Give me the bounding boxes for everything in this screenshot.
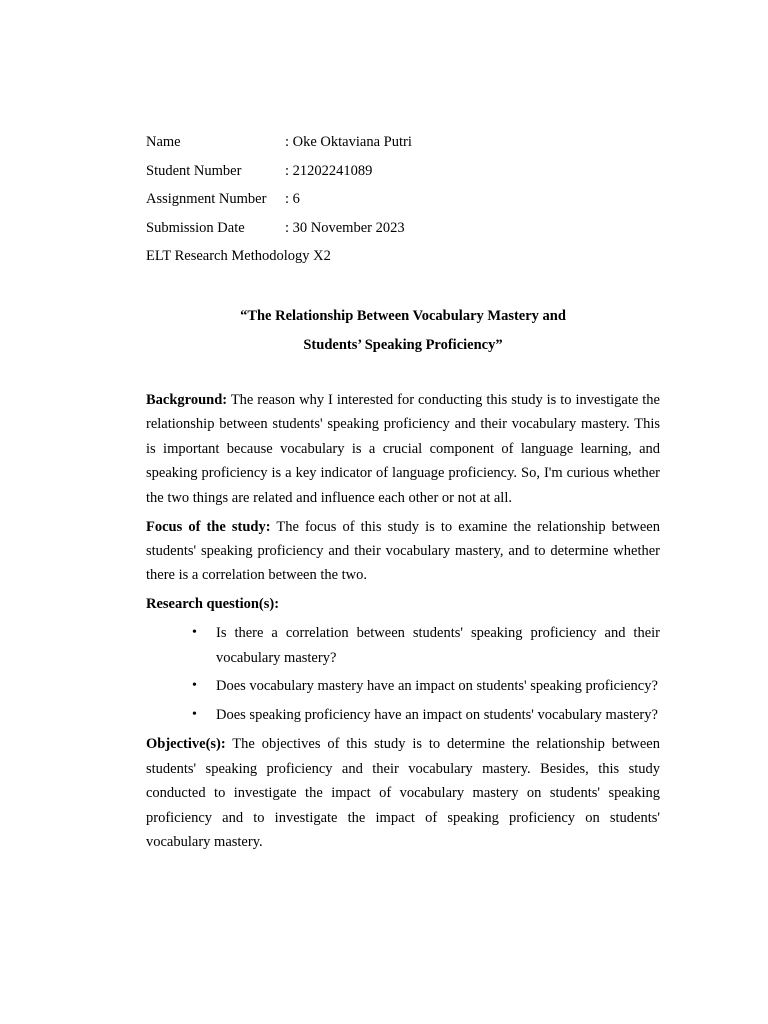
research-questions-list bbox=[146, 621, 660, 728]
focus-text: The focus of this study is to examine the relationship between students' speaking proficiency and their vocabulary mastery, and to determine whether there is a correlation between the two. bbox=[146, 518, 660, 584]
objectives-text: The objectives of this study is to determine the relationship between students' speaking proficiency and their vocabulary mastery. Besides, this study conducted to investigate the impact of vocabulary mastery on students' speaking proficiency and to investigate the impact of speaking proficiency on students' vocabulary mastery. bbox=[146, 736, 660, 850]
objectives-section bbox=[146, 732, 660, 854]
list-item bbox=[146, 703, 660, 727]
info-row-name bbox=[146, 132, 666, 161]
objectives-label: Objective(s): bbox=[146, 736, 226, 753]
list-item bbox=[146, 621, 660, 670]
bullet-icon: • bbox=[192, 678, 197, 694]
info-value: : 30 November 2023 bbox=[285, 219, 405, 236]
info-label: Assignment Number bbox=[146, 191, 267, 207]
bullet-icon: • bbox=[192, 625, 197, 641]
document-body bbox=[146, 388, 660, 859]
info-label: Student Number bbox=[146, 162, 242, 179]
title-line-2: Students’ Speaking Proficiency” bbox=[303, 337, 503, 353]
info-label: Submission Date bbox=[146, 219, 245, 236]
question-text: Does speaking proficiency have an impact on students' vocabulary mastery? bbox=[216, 707, 658, 724]
info-row-student-number bbox=[146, 161, 666, 190]
info-label: Name bbox=[146, 134, 181, 150]
background-text: The reason why I interested for conducting this study is to investigate the relationship between students' speaking proficiency and their vocabulary mastery. This is important because vocabulary is a crucial component of language learning, and speaking proficiency is a key indicator of language proficiency. So, I'm curious whether the two things are related and influence each other or not at all. bbox=[146, 392, 660, 506]
bullet-icon: • bbox=[192, 707, 197, 723]
background-section bbox=[146, 388, 660, 510]
focus-label: Focus of the study: bbox=[146, 518, 271, 535]
question-text: Does vocabulary mastery have an impact on students' speaking proficiency? bbox=[216, 678, 658, 695]
question-text: Is there a correlation between students' speaking proficiency and their vocabulary mastery? bbox=[216, 625, 660, 666]
list-item bbox=[146, 674, 660, 698]
info-row-assignment-number bbox=[146, 189, 666, 218]
info-value: : Oke Oktaviana Putri bbox=[285, 134, 412, 150]
course-name: ELT Research Methodology X2 bbox=[146, 248, 331, 264]
background-label: Background: bbox=[146, 392, 228, 408]
research-questions-heading: Research question(s): bbox=[146, 596, 280, 613]
focus-section bbox=[146, 515, 660, 588]
info-value: : 6 bbox=[285, 191, 300, 207]
document-title bbox=[146, 302, 660, 360]
info-value: : 21202241089 bbox=[285, 162, 373, 179]
title-line-1: “The Relationship Between Vocabulary Mastery and bbox=[240, 308, 566, 324]
info-row-submission-date bbox=[146, 218, 666, 247]
student-info bbox=[146, 132, 666, 275]
